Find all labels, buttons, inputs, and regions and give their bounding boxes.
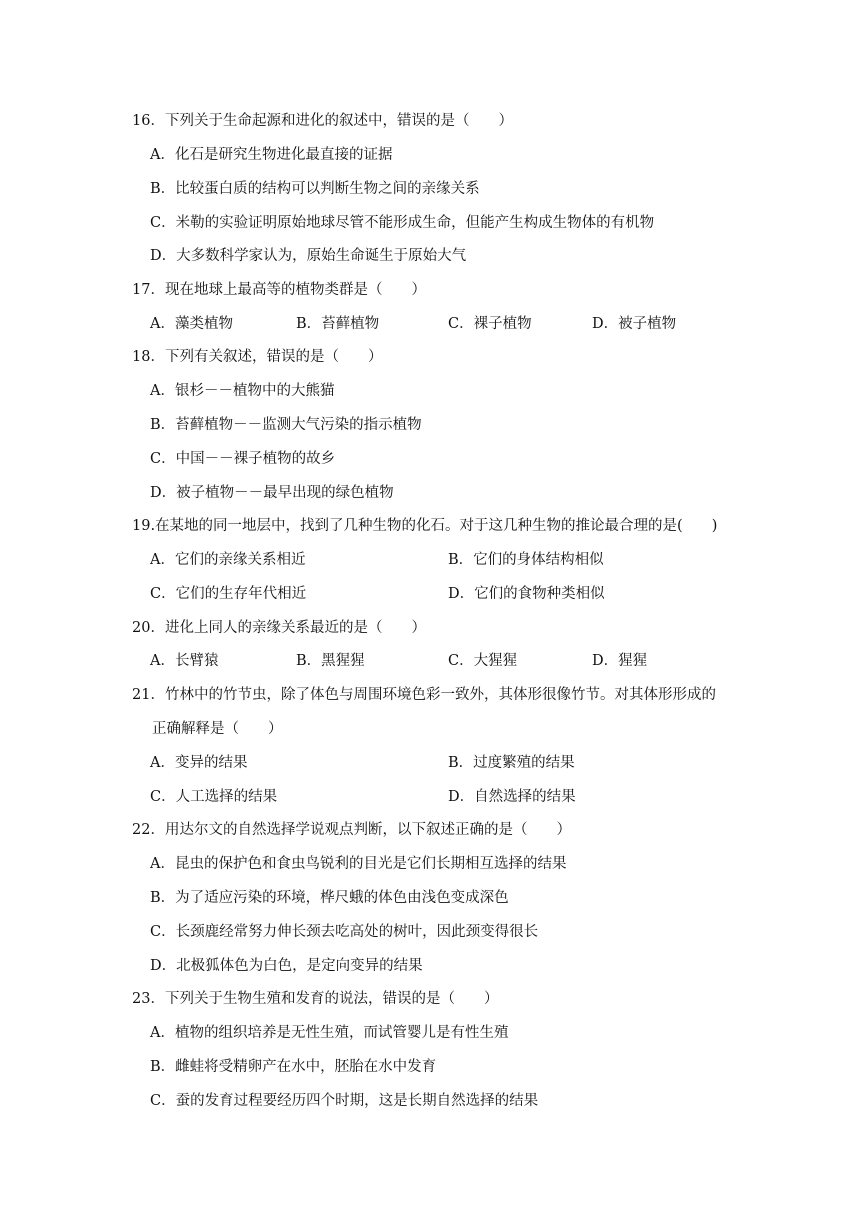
question-23-option-b: B．雌蛙将受精卵产在水中，胚胎在水中发育 <box>150 1059 437 1075</box>
question-20-option-b: B．黑猩猩 <box>296 653 365 669</box>
question-21-option-b: B．过度繁殖的结果 <box>448 755 575 771</box>
question-17-option-a: A．藻类植物 <box>150 316 233 332</box>
question-19-stem: 19.在某地的同一地层中，找到了几种生物的化石。对于这几种生物的推论最合理的是( ) <box>132 518 718 534</box>
question-17-stem: 17．现在地球上最高等的植物类群是（ ） <box>132 282 426 298</box>
question-16-option-d: D．大多数科学家认为，原始生命诞生于原始大气 <box>150 248 467 264</box>
question-18-stem: 18．下列有关叙述，错误的是（ ） <box>132 349 383 365</box>
question-20-option-d: D．猩猩 <box>592 653 648 669</box>
question-20-stem: 20．进化上同人的亲缘关系最近的是（ ） <box>132 620 426 636</box>
question-23-stem: 23．下列关于生物生殖和发育的说法，错误的是（ ） <box>132 991 499 1007</box>
question-22-stem: 22．用达尔文的自然选择学说观点判断，以下叙述正确的是（ ） <box>132 822 571 838</box>
question-21-stem-continued: 正确解释是（ ） <box>152 721 283 737</box>
question-21-option-d: D．自然选择的结果 <box>448 789 576 805</box>
question-18-option-d: D．被子植物－－最早出现的绿色植物 <box>150 485 394 501</box>
question-18-option-c: C．中国－－裸子植物的故乡 <box>150 451 336 467</box>
question-19-option-a: A．它们的亲缘关系相近 <box>150 552 306 568</box>
question-21-option-c: C．人工选择的结果 <box>150 789 278 805</box>
question-21-stem: 21．竹林中的竹节虫，除了体色与周围环境色彩一致外，其体形很像竹节。对其体形形成的 <box>132 687 716 703</box>
question-17-option-c: C．裸子植物 <box>448 316 532 332</box>
question-20-option-c: C．大猩猩 <box>448 653 518 669</box>
question-23-option-a: A．植物的组织培养是无性生殖，而试管婴儿是有性生殖 <box>150 1025 509 1041</box>
question-17-option-b: B．苔藓植物 <box>296 316 380 332</box>
question-16-option-b: B．比较蛋白质的结构可以判断生物之间的亲缘关系 <box>150 181 480 197</box>
question-19-option-d: D．它们的食物种类相似 <box>448 586 605 602</box>
question-21-option-a: A．变异的结果 <box>150 755 248 771</box>
question-22-option-c: C．长颈鹿经常努力伸长颈去吃高处的树叶，因此颈变得很长 <box>150 924 539 940</box>
question-22-option-a: A．昆虫的保护色和食虫鸟锐利的目光是它们长期相互选择的结果 <box>150 856 567 872</box>
question-22-option-d: D．北极狐体色为白色，是定向变异的结果 <box>150 958 423 974</box>
question-17-option-d: D．被子植物 <box>592 316 677 332</box>
question-16-option-a: A．化石是研究生物进化最直接的证据 <box>150 147 393 163</box>
question-22-option-b: B．为了适应污染的环境，桦尺蛾的体色由浅色变成深色 <box>150 890 509 906</box>
question-20-option-a: A．长臂猿 <box>150 653 219 669</box>
question-23-option-c: C．蚕的发育过程要经历四个时期，这是长期自然选择的结果 <box>150 1093 539 1109</box>
question-16-stem: 16．下列关于生命起源和进化的叙述中，错误的是（ ） <box>132 113 513 129</box>
question-18-option-a: A．银杉－－植物中的大熊猫 <box>150 383 335 399</box>
question-18-option-b: B．苔藓植物－－监测大气污染的指示植物 <box>150 417 422 433</box>
question-19-option-c: C．它们的生存年代相近 <box>150 586 307 602</box>
question-19-option-b: B．它们的身体结构相似 <box>448 552 604 568</box>
question-16-option-c: C．米勒的实验证明原始地球尽管不能形成生命，但能产生构成生物体的有机物 <box>150 215 655 231</box>
